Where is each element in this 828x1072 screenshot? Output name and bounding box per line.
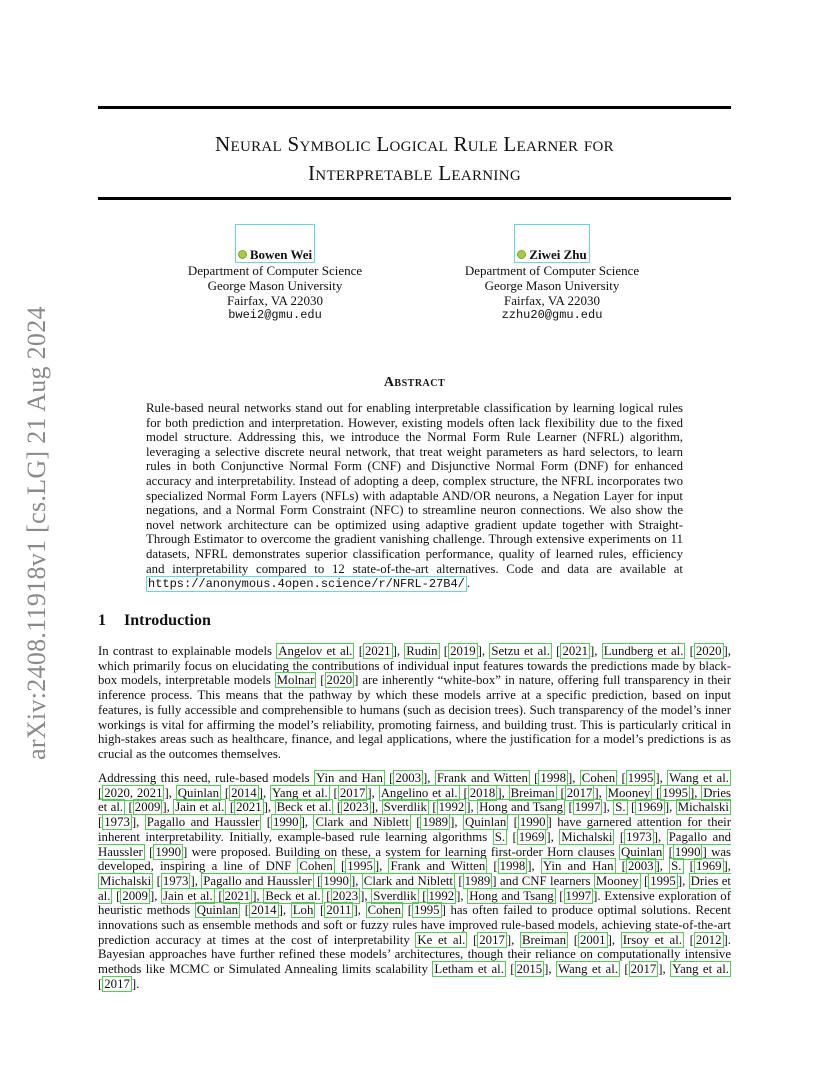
citation-link[interactable]: 1995 [627,771,654,785]
citation-link[interactable]: Quinlan [621,844,663,859]
citation-link[interactable]: 1998 [540,771,567,785]
citation-link[interactable]: 1995 [413,903,440,918]
citation-link[interactable]: Jain et al. [175,800,225,815]
citation-link[interactable]: 2015 [516,962,543,977]
body-text: ], [655,771,668,785]
citation-link[interactable]: Hong and Tsang [479,800,564,815]
citation-link[interactable]: 2020 [326,673,353,688]
body-text: ]. Extensive exploration of heuristic methods [98,888,731,918]
body-text: ], [689,785,702,800]
body-text: ], [527,859,541,874]
citation-link[interactable]: 2023 [343,800,369,815]
citation-link[interactable]: 2017 [104,976,130,991]
citation-link[interactable]: Breiman [510,785,555,800]
body-text: [ [614,829,625,844]
body-text: ], [477,644,490,658]
citation-link[interactable]: Frank and Witten [390,859,486,874]
citation-link[interactable]: 2017 [630,962,657,977]
citation-link[interactable]: Dries et al. [98,785,731,815]
section-heading [98,612,211,630]
citation-link[interactable]: Breiman [521,932,567,947]
body-text: ], which primarily focus on elucidating the contributions of individual input features towards the predictions made by black-box models, interpretable models [98,644,731,688]
citation-link[interactable]: 1989 [422,815,449,830]
author-university: George Mason University [484,278,620,293]
citation-link[interactable]: 1969 [637,800,663,815]
body-text: ], [568,771,580,785]
citation-link[interactable]: Yang et al. [672,962,729,977]
citation-link[interactable]: 1995 [650,873,676,888]
body-text: [ [240,903,249,918]
body-text: ], [664,800,676,815]
body-text: [ [98,785,103,800]
title-top-rule [98,106,731,109]
citation-link[interactable]: 1973 [626,829,652,844]
section-number: 1 [98,612,106,629]
body-text: [ [505,962,515,977]
citation-link[interactable]: 2018 [469,785,496,800]
body-text: ]. [131,976,140,991]
citation-link[interactable]: Wang et al. [558,962,618,977]
author-department: Department of Computer Science [464,263,640,278]
citation-link[interactable]: Quinlan [196,903,239,918]
citation-link[interactable]: Yin and Han [315,771,383,785]
body-text: ], [677,873,689,888]
citation-link[interactable]: Pagallo and Haussler [146,815,260,830]
body-text: [ [334,859,346,874]
citation-link[interactable]: S. [671,859,682,874]
citation-link[interactable]: Cohen [367,903,402,918]
body-text: ], [450,815,463,830]
title-bottom-rule [98,197,731,200]
body-text: [ [313,873,322,888]
author-block-2 [422,246,682,323]
body-text: ], [258,785,270,800]
citation-link[interactable]: S. [615,800,626,815]
body-text: [ [329,785,338,800]
body-text: [ [214,888,223,903]
body-text: ]. Bayesian approaches have further refined these models’ architectures, though their reliance on computationally intensive methods like MCMC or Simulated Annealing limits scalability [98,932,731,977]
body-text: [ [261,815,271,830]
citation-link[interactable]: 2023 [332,888,359,903]
body-text: ], [263,800,275,815]
citation-link[interactable]: S. [494,829,506,844]
body-text: ], [497,785,509,800]
citation-link[interactable]: Frank and Witten [436,771,528,785]
citation-link[interactable]: 1995 [347,859,373,874]
citation-link[interactable]: Angelino et al. [380,785,458,800]
citation-link[interactable]: 2011 [326,903,352,918]
citation-link[interactable]: 2021 [224,888,251,903]
body-text: ], [300,815,314,830]
body-text: [ [322,888,331,903]
author-block-1 [145,246,405,323]
body-text: [ [144,844,154,859]
citation-link[interactable]: 2019 [450,644,476,658]
citation-link[interactable]: 1989 [464,873,491,888]
body-text: [ [384,771,394,785]
body-text: ], [590,644,602,658]
citation-link[interactable]: 1973 [104,815,130,830]
body-text: [ [555,888,564,903]
citation-link[interactable]: 2021 [562,644,589,658]
citation-link[interactable]: Setzu et al. [491,644,550,658]
citation-link[interactable]: Cohen [581,771,616,785]
citation-link[interactable]: Clark and Niblett [315,815,409,830]
citation-link[interactable]: 2003 [395,771,422,785]
citation-link[interactable]: 1990 [272,815,299,830]
body-text: ], [278,903,291,918]
code-url-link[interactable]: https://anonymous.4open.science/r/NFRL-27B4/ [148,577,465,592]
citation-link[interactable]: Angelov et al. [278,644,353,658]
citation-link[interactable]: Mooney [595,873,639,888]
author-department: Department of Computer Science [187,263,363,278]
abstract-body [146,401,683,592]
title-line-1: Neural Symbolic Logical Rule Learner for [215,132,614,156]
body-text: ], [506,932,520,947]
body-text: [ [652,785,661,800]
body-text: [ [487,859,498,874]
body-text: ], [546,829,560,844]
body-text: ], [360,888,372,903]
abstract-end: . [466,576,471,591]
body-text: ], [602,800,614,815]
citation-link[interactable]: 1990 [519,815,546,830]
orcid-icon[interactable] [238,250,247,259]
body-text: ], [658,962,671,977]
body-text: [ [627,800,636,815]
citation-link[interactable]: Beck et al. [265,888,321,903]
body-text: ] has often failed to produce optimal solutions. Recent innovations such as ensemble methods and soft or fuzzy rules have improved rule-based models, achieving state-of-the-art prediction accuracy at times at the cost of interpretability [98,903,731,947]
body-text: ], [544,962,557,977]
citation-link[interactable]: 1998 [499,859,526,874]
body-text: ], [350,873,362,888]
author-email: zzhu20@gmu.edu [501,308,603,322]
citation-link[interactable]: 1995 [662,785,688,800]
citation-link[interactable]: 1990 [155,844,181,859]
body-text: [ [508,815,518,830]
abstract-text: Rule-based neural networks stand out for enabling interpretable classification by learning logical rules for both prediction and interpretation. However, existing models often lack flexibility due to the fixed model structure. Addressing this, we introduce the Normal Form Rule Learner (NFRL) algorithm, leveraging a selective discrete neural network, that treat weight parameters as hard selectors, to learn rules in both Conjunctive Normal Form (CNF) and Disjunctive Normal Form (DNF) for enhanced accuracy and interpretability. Instead of adopting a deep, complex structure, the NFRL incorporates two specialized Normal Form Layers (NFLs) with adaptable AND/OR neurons, a Negation Layer for input negations, and a Normal Form Constraint (NFC) to streamline neuron connections. We also show the novel network architecture can be optimized using adaptive gradient update together with Straight-Through Estimator to overcome the gradient vanishing challenge. Through extensive experiments on 11 datasets, NFRL demonstrates superior classification performance, quality of learned rules, efficiency and interpretability compared to 12 state-of-the-art alternatives. Code and data are available at [146,401,683,576]
body-text: [ [683,859,694,874]
body-text: [ [354,644,363,658]
body-text: [ [664,844,673,859]
body-text: [ [316,673,325,688]
citation-link[interactable]: Michalski [100,873,152,888]
body-text: ], [190,873,202,888]
citation-link[interactable]: 1990 [323,873,349,888]
author-university: George Mason University [207,278,343,293]
body-text: ] was developed, inspiring a line of DNF [98,844,731,874]
citation-link[interactable]: Wang et al. [669,771,729,785]
citation-link[interactable]: Hong and Tsang [469,888,554,903]
citation-link[interactable]: Lundberg et al. [603,644,684,658]
body-text: ], [653,829,667,844]
citation-link[interactable]: Ke et al. [417,932,466,947]
citation-link[interactable]: 2017 [566,785,593,800]
citation-link[interactable]: 2021 [364,644,391,658]
paper-title [98,130,731,188]
citation-link[interactable]: 1990 [674,844,701,859]
body-text: [ [568,932,578,947]
orcid-icon[interactable] [517,250,526,259]
citation-link[interactable]: Irsoy et al. [622,932,682,947]
body-text: [ [620,962,629,977]
body-text: [ [551,644,561,658]
author-name: Bowen Wei [249,247,313,262]
body-text: ], [607,932,621,947]
body-text: [ [226,800,235,815]
citation-link[interactable]: Michalski [561,829,613,844]
body-text: ], [594,785,606,800]
citation-link[interactable]: Letham et al. [434,962,504,977]
body-text: [ [418,888,427,903]
citation-link[interactable]: 2003 [627,859,654,874]
citation-link[interactable]: Loh [292,903,314,918]
body-text: [ [565,800,573,815]
body-text: ], [655,859,670,874]
citation-link[interactable]: Beck et al. [276,800,332,815]
body-text: [ [125,800,133,815]
citation-link[interactable]: Jain et al. [163,888,213,903]
title-line-2: Interpretable Learning [308,161,521,185]
citation-link[interactable]: Cohen [299,859,333,874]
citation-link[interactable]: Yin and Han [542,859,614,874]
citation-link[interactable]: 1997 [565,888,592,903]
intro-paragraph-2 [98,771,731,992]
body-text: ], [370,800,382,815]
citation-link[interactable]: Michalski [677,800,729,815]
citation-link[interactable]: 1997 [574,800,601,815]
body-text: ], [149,888,162,903]
citation-link[interactable]: Sverdlik [373,888,417,903]
citation-link[interactable]: 1992 [428,888,455,903]
body-text: ], [252,888,264,903]
body-text: ], [423,771,435,785]
body-text: ] were proposed. Building on these, a system for learning first-order Horn clauses [182,844,620,859]
body-text: ], [392,644,405,658]
citation-link[interactable]: Quinlan [177,785,219,800]
body-text: ], [723,859,731,874]
body-text: ] and CNF learners [492,873,594,888]
body-text: [ [467,932,478,947]
citation-link[interactable]: 2012 [695,932,722,947]
citation-link[interactable]: 2009 [122,888,148,903]
body-text: [ [455,873,463,888]
body-text: ], [367,785,379,800]
body-text: [ [403,903,412,918]
author-city: Fairfax, VA 22030 [227,293,323,308]
citation-link[interactable]: Rudin [406,644,438,658]
body-text: ], [164,785,176,800]
body-text: ], [374,859,389,874]
body-text: [ [333,800,342,815]
citation-link[interactable]: 1969 [518,829,545,844]
body-text: ] are inherently “white-box” in nature, offering full transparency in their inference process. This means that the pathway by which these models arrive at a specific prediction, based on input features, is fully accessible and comprehensible to humans (such as decision trees). Such transparency of the model’s inner workings is vital for affirming the model’s reliability, promoting fairness, and building trust. This is particularly critical in high-stakes areas such as healthcare, finance, and legal applications, where the justification for a model’s predictions is as crucial as the outcomes themselves. [98,673,731,761]
body-text: [ [439,644,449,658]
author-name-link-2[interactable] [514,224,589,263]
citation-link[interactable]: 2014 [250,903,277,918]
body-text: [ [221,785,230,800]
citation-link[interactable]: Molnar [276,673,315,688]
body-text: [ [556,785,565,800]
body-text: [ [410,815,421,830]
citation-link[interactable]: Pagallo and Haussler [98,829,732,859]
body-text: [ [640,873,649,888]
author-city: Fairfax, VA 22030 [504,293,600,308]
body-text: [ [428,800,437,815]
body-text: [ [153,873,161,888]
body-text: Addressing this need, rule-based models [98,771,314,785]
body-text: ], [353,903,366,918]
arxiv-identifier[interactable]: arXiv:2408.11918v1 [cs.LG] 21 Aug 2024 [22,306,51,760]
author-email: bwei2@gmu.edu [228,308,322,322]
body-text: [ [685,644,694,658]
body-text: [ [615,859,626,874]
intro-paragraph-1 [98,644,731,762]
body-text: In contrast to explainable models [98,644,277,658]
body-text: [ [617,771,626,785]
citation-link[interactable]: 1992 [438,800,465,815]
citation-link[interactable]: 2017 [479,932,505,947]
citation-link[interactable]: Clark and Niblett [363,873,453,888]
citation-link[interactable]: Dries et al. [98,873,731,903]
body-text: [ [529,771,539,785]
body-text: [ [315,903,325,918]
body-text: [ [98,976,103,991]
citation-link[interactable]: 2020 [695,644,722,658]
body-text: [ [507,829,517,844]
citation-link[interactable]: 1973 [162,873,189,888]
citation-link[interactable]: 2020, 2021 [104,785,163,800]
section-title: Introduction [124,612,211,629]
body-text: ], [466,800,478,815]
abstract-heading: Abstract [383,375,446,390]
citation-link[interactable]: Pagallo and Haussler [203,873,312,888]
citation-link[interactable]: 2021 [236,800,262,815]
author-name: Ziwei Zhu [529,247,587,262]
body-text: [ [684,932,694,947]
citation-link[interactable]: Quinlan [464,815,507,830]
citation-link[interactable]: Mooney [607,785,651,800]
citation-link[interactable]: 2001 [579,932,606,947]
body-text: [ [459,785,468,800]
author-name-link-1[interactable] [235,224,315,263]
citation-link[interactable]: 2009 [134,800,161,815]
citation-link[interactable]: 2017 [339,785,366,800]
body-text: ] have garnered attention for their inherent interpretability. Initially, example-based rule learning algorithms [98,815,731,844]
body-text: [ [98,815,103,830]
body-text: ], [131,815,145,830]
citation-link[interactable]: Yang et al. [271,785,328,800]
body-text: ], [456,888,468,903]
body-text: [ [112,888,121,903]
citation-link[interactable]: 2014 [231,785,257,800]
citation-link[interactable]: Sverdlik [383,800,427,815]
citation-link[interactable]: 1969 [695,859,722,874]
body-text: ], [162,800,174,815]
